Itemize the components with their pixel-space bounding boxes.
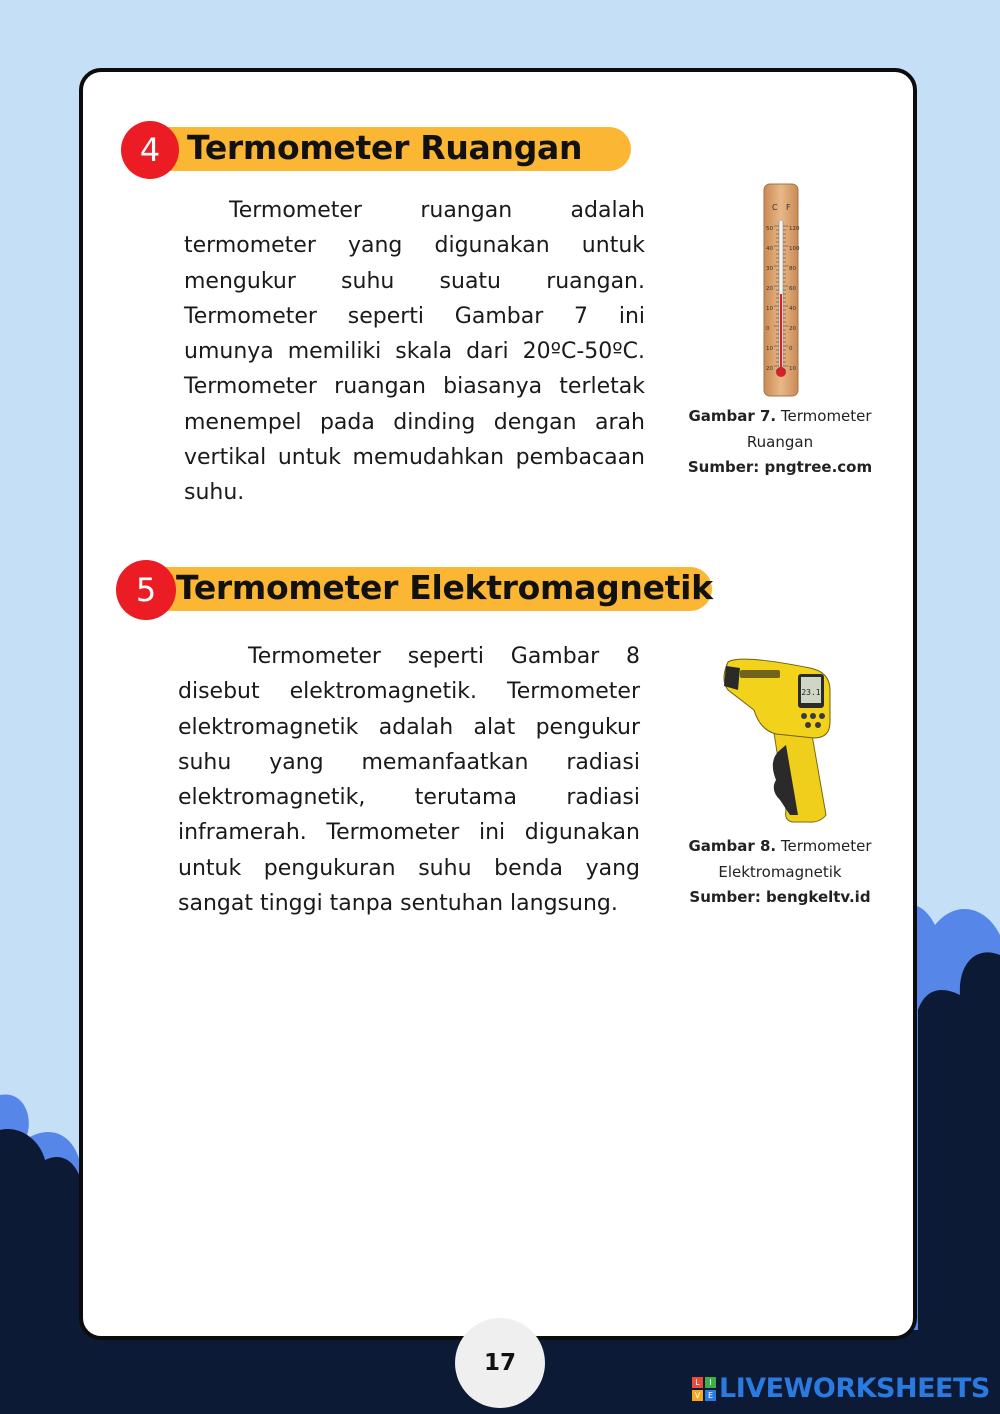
scale-c-label: 50 (766, 226, 773, 232)
section-4-paragraph: Termometer ruangan adalah termometer yang digunakan untuk mengukur suhu suatu ruangan. Termometer seperti Gambar 7 ini umunya memiliki skala dari 20ºC-50ºC. Termometer ruangan biasanya terletak menempel pada dinding dengan arah vertikal untuk memudahkan pembacaan suhu. (184, 198, 645, 506)
section-4-title: Termometer Ruangan (187, 128, 583, 167)
scale-f-label: 0 (789, 346, 793, 352)
section-4-body (184, 193, 645, 511)
lw-cell-v: V (692, 1390, 703, 1401)
figure-7-source: Sumber: pngtree.com (687, 458, 873, 476)
figure-7 (680, 182, 880, 481)
scale-c-label: 20 (766, 286, 773, 292)
section-5-number: 5 (116, 560, 176, 620)
scale-f-label: 40 (789, 306, 796, 312)
figure-8-source: Sumber: bengkeltv.id (689, 888, 871, 906)
section-5-heading (116, 564, 716, 614)
scale-c-head: C (772, 203, 778, 212)
figure-7-label: Gambar 7. (688, 407, 777, 425)
scale-f-label: 20 (789, 326, 796, 332)
figure-8-label: Gambar 8. (688, 837, 777, 855)
figure-8-caption (680, 834, 880, 911)
liveworksheets-text: LIVEWORKSHEETS (719, 1373, 990, 1404)
scale-f-label: 60 (789, 286, 796, 292)
section-5-body (178, 639, 640, 921)
figure-7-title: Termometer Ruangan (746, 407, 872, 451)
lw-cell-i: I (705, 1377, 716, 1388)
scale-c-label: 20 (766, 366, 773, 372)
display-reading: 23.1 (801, 688, 821, 697)
section-5-paragraph: Termometer seperti Gambar 8 disebut elektromagnetik. Termometer elektromagnetik adalah alat pengukur suhu yang memanfaatkan radiasi elektromagnetik, terutama radiasi inframerah. Termometer ini digunakan untuk pengukuran suhu benda yang sangat tinggi tanpa sentuhan langsung. (178, 644, 640, 917)
scale-c-label: 0 (766, 326, 770, 332)
section-5-title: Termometer Elektromagnetik (176, 568, 713, 607)
figure-8-title: Termometer Elektromagnetik (718, 837, 872, 881)
section-4-number: 4 (121, 121, 179, 179)
scale-f-label: 120 (789, 226, 800, 232)
infrared-thermometer-image (680, 650, 880, 830)
scale-f-label: 100 (789, 246, 800, 252)
liveworksheets-grid-icon (692, 1377, 716, 1401)
page-number: 17 (455, 1318, 545, 1408)
figure-8 (680, 650, 880, 911)
lw-cell-l: L (692, 1377, 703, 1388)
lw-cell-e: E (705, 1390, 716, 1401)
scale-f-head: F (786, 203, 791, 212)
scale-c-label: 40 (766, 246, 773, 252)
room-thermometer-image (680, 182, 880, 400)
figure-7-caption (680, 404, 880, 481)
section-4-heading (121, 124, 633, 174)
scale-f-label: 10 (789, 366, 796, 372)
scale-c-label: 10 (766, 346, 773, 352)
scale-c-label: 10 (766, 306, 773, 312)
liveworksheets-logo (692, 1373, 990, 1404)
scale-f-label: 80 (789, 266, 796, 272)
scale-c-label: 30 (766, 266, 773, 272)
